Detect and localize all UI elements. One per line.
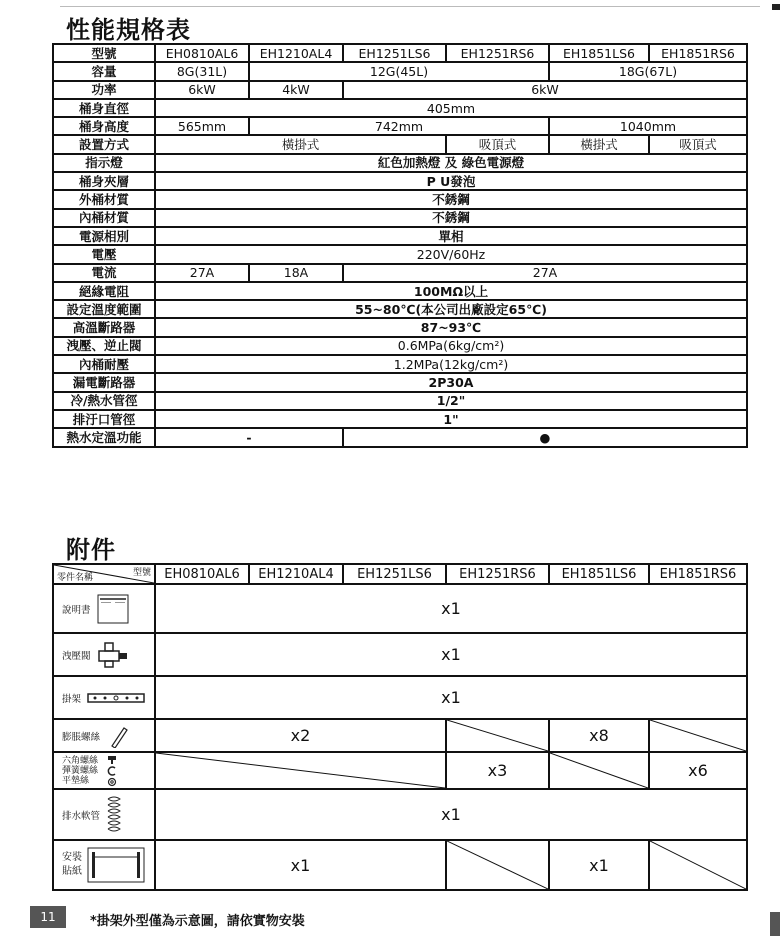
item-cell xyxy=(53,719,155,752)
model-header: EH1851RS6 xyxy=(649,44,747,62)
row-label: 冷/熱水管徑 xyxy=(53,392,155,410)
table-cell: 吸頂式 xyxy=(649,135,747,153)
empty-diagonal xyxy=(156,753,445,788)
table-row xyxy=(53,564,747,584)
row-label: 指示燈 xyxy=(53,154,155,172)
manual-icon xyxy=(97,594,129,624)
table-row xyxy=(53,840,747,890)
row-label: 電源相別 xyxy=(53,227,155,245)
table-row xyxy=(53,318,747,336)
item-name: 排水軟管 xyxy=(62,810,101,822)
table-row xyxy=(53,337,747,355)
row-label: 漏電斷路器 xyxy=(53,373,155,391)
table-row xyxy=(53,633,747,676)
table-cell: x1 xyxy=(549,840,649,890)
model-header: EH0810AL6 xyxy=(155,44,249,62)
table-cell-empty xyxy=(446,840,549,890)
row-label: 桶身夾層 xyxy=(53,172,155,190)
empty-diagonal xyxy=(447,841,548,889)
item-cell xyxy=(53,789,155,840)
edge-tab xyxy=(770,912,780,936)
table-cell: 12G(45L) xyxy=(249,62,549,80)
table-cell: 87~93℃ xyxy=(155,318,747,336)
table-cell: ● xyxy=(343,428,747,446)
table-cell: 不銹鋼 xyxy=(155,190,747,208)
row-label: 功率 xyxy=(53,81,155,99)
table-cell: P U發泡 xyxy=(155,172,747,190)
item-cell xyxy=(53,752,155,789)
row-label: 電流 xyxy=(53,264,155,282)
item-name-line: 彈簧螺絲 xyxy=(62,765,99,776)
row-label: 桶身高度 xyxy=(53,117,155,135)
table-cell: 220V/60Hz xyxy=(155,245,747,263)
table-row xyxy=(53,300,747,318)
model-header: EH1851RS6 xyxy=(649,564,747,584)
table-cell-empty xyxy=(446,719,549,752)
model-header: EH1251LS6 xyxy=(343,564,446,584)
table-cell: x3 xyxy=(446,752,549,789)
item-name-line: 安裝 xyxy=(62,852,82,863)
table-row xyxy=(53,135,747,153)
accessories-table xyxy=(52,563,748,891)
empty-diagonal xyxy=(650,720,746,751)
table-row xyxy=(53,62,747,80)
spec-title: 性能規格表 xyxy=(66,16,191,44)
table-cell: 100MΩ以上 xyxy=(155,282,747,300)
model-header: EH1210AL4 xyxy=(249,564,343,584)
footnote: *掛架外型僅為示意圖，請依實物安裝 xyxy=(90,914,305,929)
table-row xyxy=(53,410,747,428)
table-cell-empty xyxy=(649,719,747,752)
table-cell: 18G(67L) xyxy=(549,62,747,80)
table-row xyxy=(53,584,747,633)
model-header: EH1851LS6 xyxy=(549,564,649,584)
top-rule xyxy=(60,6,760,7)
table-cell: 單相 xyxy=(155,227,747,245)
table-cell: x8 xyxy=(549,719,649,752)
table-cell-empty xyxy=(549,752,649,789)
table-cell: x1 xyxy=(155,633,747,676)
row-label: 電壓 xyxy=(53,245,155,263)
table-row xyxy=(53,752,747,789)
row-label: 絕緣電阻 xyxy=(53,282,155,300)
row-label: 設定溫度範圍 xyxy=(53,300,155,318)
table-row xyxy=(53,99,747,117)
table-row xyxy=(53,373,747,391)
model-header: EH1251RS6 xyxy=(446,564,549,584)
row-label: 內桶材質 xyxy=(53,209,155,227)
anchor-screw-icon xyxy=(106,724,130,748)
row-label: 桶身直徑 xyxy=(53,99,155,117)
item-name: 膨脹螺絲 xyxy=(62,731,101,743)
model-header: EH1251RS6 xyxy=(446,44,549,62)
corner-mark xyxy=(772,4,780,10)
table-cell: 2P30A xyxy=(155,373,747,391)
page-number: 11 xyxy=(30,906,66,928)
row-label: 洩壓、逆止閥 xyxy=(53,337,155,355)
model-header: EH1851LS6 xyxy=(549,44,649,62)
table-cell: 1" xyxy=(155,410,747,428)
table-cell: 55~80℃(本公司出廠設定65℃) xyxy=(155,300,747,318)
table-cell: x6 xyxy=(649,752,747,789)
table-cell: 742mm xyxy=(249,117,549,135)
table-cell-empty xyxy=(155,752,446,789)
table-cell: 1.2MPa(12kg/cm²) xyxy=(155,355,747,373)
corner-part-label: 零件名稱 xyxy=(57,573,94,583)
table-cell: - xyxy=(155,428,343,446)
item-name: 說明書 xyxy=(62,604,91,616)
header-corner xyxy=(53,564,155,584)
table-row xyxy=(53,227,747,245)
row-label: 內桶耐壓 xyxy=(53,355,155,373)
table-row xyxy=(53,154,747,172)
item-cell xyxy=(53,676,155,719)
table-cell: 1040mm xyxy=(549,117,747,135)
model-header: EH0810AL6 xyxy=(155,564,249,584)
table-cell: x2 xyxy=(155,719,446,752)
corner-model-label: 型號 xyxy=(132,568,151,578)
table-row xyxy=(53,428,747,446)
table-cell: 18A xyxy=(249,264,343,282)
item-name-line: 六角螺絲 xyxy=(62,755,99,766)
table-cell: 紅色加熱燈 及 綠色電源燈 xyxy=(155,154,747,172)
table-cell: x1 xyxy=(155,676,747,719)
table-cell: x1 xyxy=(155,584,747,633)
table-cell: 6kW xyxy=(155,81,249,99)
table-row xyxy=(53,117,747,135)
table-cell: x1 xyxy=(155,840,446,890)
model-header: EH1210AL4 xyxy=(249,44,343,62)
table-row xyxy=(53,245,747,263)
table-cell: 橫掛式 xyxy=(549,135,649,153)
table-cell: 6kW xyxy=(343,81,747,99)
install-sticker-icon xyxy=(86,845,146,885)
table-row xyxy=(53,190,747,208)
item-cell xyxy=(53,633,155,676)
row-label: 高溫斷路器 xyxy=(53,318,155,336)
table-cell: 405mm xyxy=(155,99,747,117)
drain-hose-icon xyxy=(106,795,122,835)
item-name: 洩壓閥 xyxy=(62,650,91,662)
table-cell: 8G(31L) xyxy=(155,62,249,80)
row-label: 容量 xyxy=(53,62,155,80)
row-label: 熱水定溫功能 xyxy=(53,428,155,446)
screw-set-icon xyxy=(106,755,118,787)
table-row xyxy=(53,789,747,840)
table-row xyxy=(53,355,747,373)
table-cell: 0.6MPa(6kg/cm²) xyxy=(155,337,747,355)
item-cell xyxy=(53,584,155,633)
table-row xyxy=(53,172,747,190)
valve-icon xyxy=(97,641,131,669)
table-cell: 1/2" xyxy=(155,392,747,410)
table-row xyxy=(53,392,747,410)
row-label: 外桶材質 xyxy=(53,190,155,208)
model-header: EH1251LS6 xyxy=(343,44,446,62)
table-cell: 吸頂式 xyxy=(446,135,549,153)
accessories-title: 附件 xyxy=(66,536,116,564)
table-row xyxy=(53,676,747,719)
row-label: 型號 xyxy=(53,44,155,62)
table-row xyxy=(53,44,747,62)
row-label: 設置方式 xyxy=(53,135,155,153)
empty-diagonal xyxy=(650,841,746,889)
table-cell: 不銹鋼 xyxy=(155,209,747,227)
table-cell: 4kW xyxy=(249,81,343,99)
table-cell: 565mm xyxy=(155,117,249,135)
item-cell xyxy=(53,840,155,890)
spec-table xyxy=(52,43,748,448)
empty-diagonal xyxy=(447,720,548,751)
table-cell-empty xyxy=(649,840,747,890)
item-name-line: 貼紙 xyxy=(62,866,82,877)
item-name: 掛架 xyxy=(62,693,82,705)
row-label: 排汙口管徑 xyxy=(53,410,155,428)
table-row xyxy=(53,264,747,282)
bracket-icon xyxy=(87,692,145,704)
table-row xyxy=(53,209,747,227)
table-row xyxy=(53,719,747,752)
item-name-line: 平墊絲 xyxy=(62,775,90,786)
table-cell: 27A xyxy=(343,264,747,282)
empty-diagonal xyxy=(550,753,648,788)
table-row xyxy=(53,81,747,99)
table-cell: 橫掛式 xyxy=(155,135,446,153)
table-cell: x1 xyxy=(155,789,747,840)
table-row xyxy=(53,282,747,300)
table-cell: 27A xyxy=(155,264,249,282)
